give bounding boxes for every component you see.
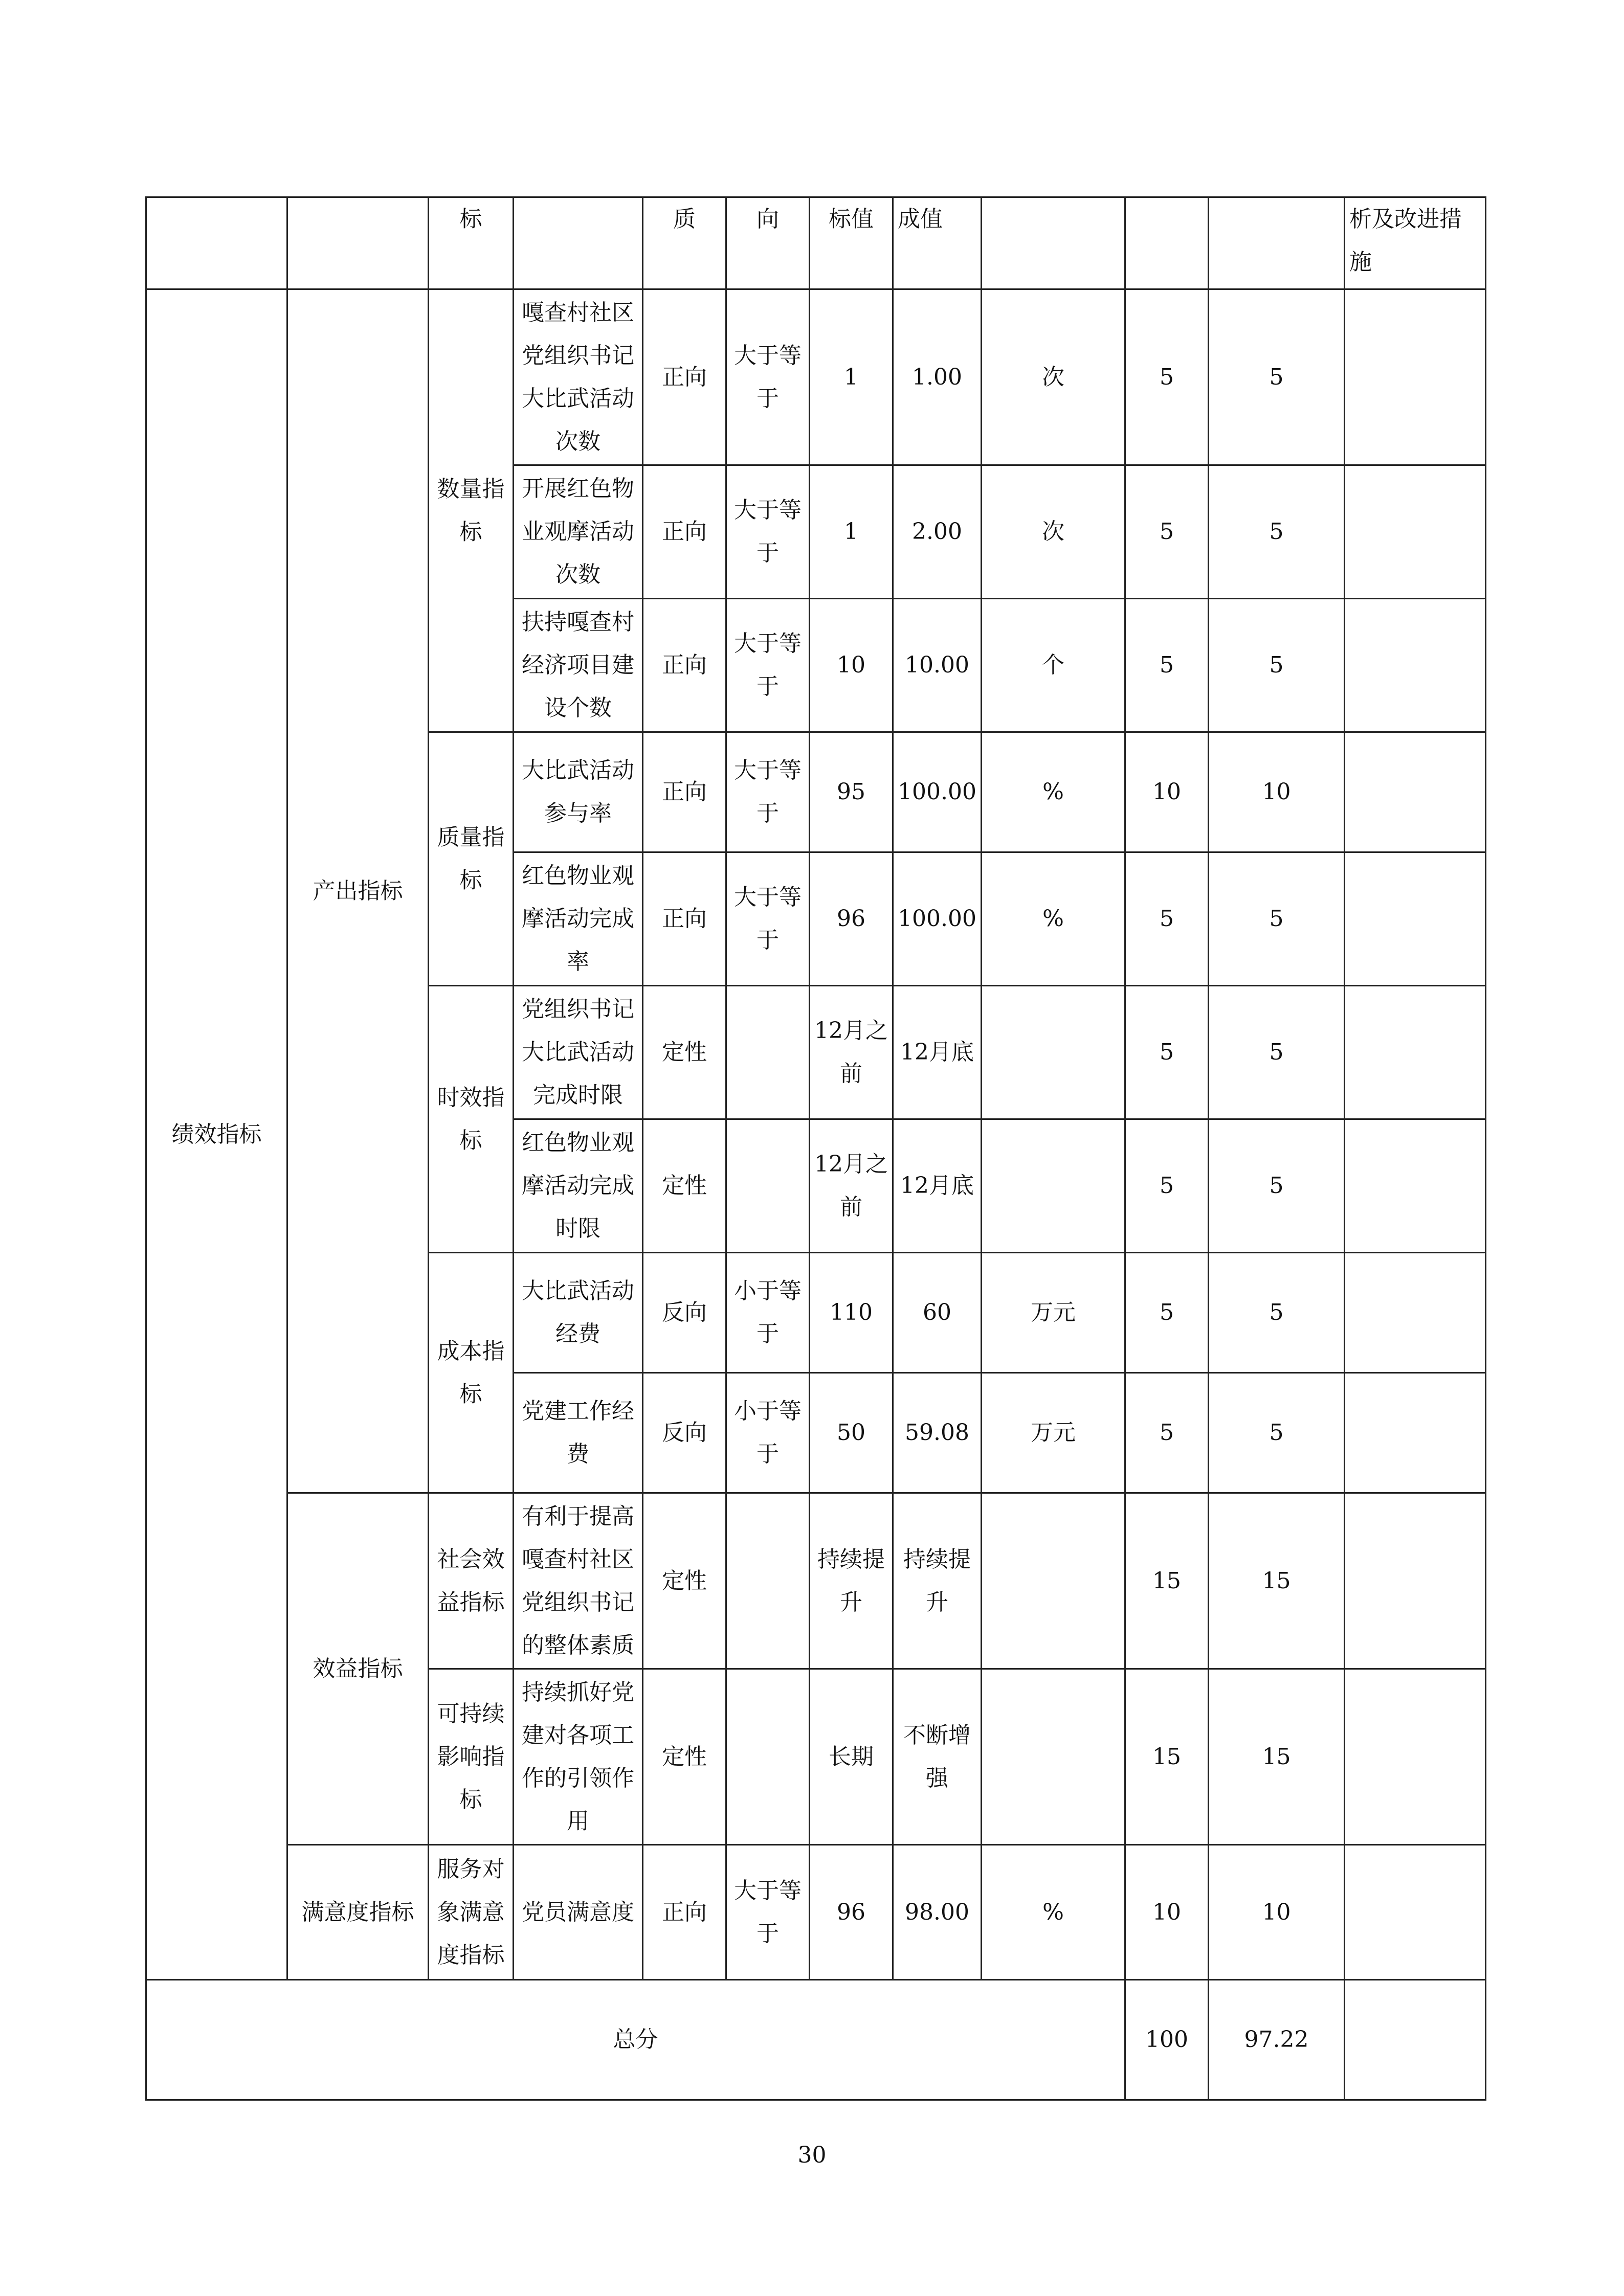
page-number: 30	[797, 2142, 827, 2168]
subgroup-social: 社会效益指标	[429, 1493, 514, 1669]
indicator-note	[1344, 1119, 1485, 1253]
indicator-score: 5	[1208, 852, 1344, 986]
indicator-score: 10	[1208, 732, 1344, 852]
indicator-unit	[981, 1493, 1125, 1669]
indicator-actual: 12月底	[893, 986, 982, 1119]
indicator-name: 红色物业观摩活动完成率	[514, 852, 643, 986]
indicator-direction: 大于等于	[726, 732, 810, 852]
indicator-weight: 5	[1125, 599, 1208, 732]
indicator-weight: 5	[1125, 1253, 1208, 1373]
indicator-score: 5	[1208, 1253, 1344, 1373]
indicator-weight: 5	[1125, 289, 1208, 465]
indicator-name: 有利于提高嘎查村社区党组织书记的整体素质	[514, 1493, 643, 1669]
indicator-target: 1	[810, 465, 893, 599]
group-satisfaction: 满意度指标	[287, 1845, 429, 1980]
indicator-note	[1344, 1669, 1485, 1845]
indicator-nature: 反向	[643, 1373, 726, 1493]
indicator-unit: 万元	[981, 1373, 1125, 1493]
indicator-score: 5	[1208, 465, 1344, 599]
group-benefit: 效益指标	[287, 1493, 429, 1845]
indicator-weight: 5	[1125, 986, 1208, 1119]
indicator-score: 5	[1208, 289, 1344, 465]
indicator-direction	[726, 1119, 810, 1253]
indicator-target: 1	[810, 289, 893, 465]
indicator-actual: 1.00	[893, 289, 982, 465]
indicator-direction: 大于等于	[726, 465, 810, 599]
indicator-nature: 正向	[643, 465, 726, 599]
indicator-weight: 5	[1125, 1373, 1208, 1493]
subgroup-service: 服务对象满意度指标	[429, 1845, 514, 1980]
indicator-nature: 正向	[643, 1845, 726, 1980]
indicator-weight: 5	[1125, 1119, 1208, 1253]
header-cell-11	[1208, 197, 1344, 289]
indicator-actual: 59.08	[893, 1373, 982, 1493]
table-row	[146, 1845, 1486, 1980]
indicator-target: 50	[810, 1373, 893, 1493]
indicator-weight: 10	[1125, 732, 1208, 852]
indicator-note	[1344, 732, 1485, 852]
indicator-actual: 12月底	[893, 1119, 982, 1253]
total-label: 总分	[146, 1980, 1125, 2100]
indicator-weight: 10	[1125, 1845, 1208, 1980]
indicator-score: 15	[1208, 1493, 1344, 1669]
indicator-name: 党组织书记大比武活动完成时限	[514, 986, 643, 1119]
subgroup-timeliness: 时效指标	[429, 986, 514, 1253]
total-weight: 100	[1125, 1980, 1208, 2100]
indicator-weight: 15	[1125, 1493, 1208, 1669]
indicator-target: 95	[810, 732, 893, 852]
indicator-note	[1344, 1845, 1485, 1980]
indicator-name: 大比武活动参与率	[514, 732, 643, 852]
indicator-name: 红色物业观摩活动完成时限	[514, 1119, 643, 1253]
indicator-direction: 大于等于	[726, 1845, 810, 1980]
indicator-unit: 万元	[981, 1253, 1125, 1373]
header-cell-1	[146, 197, 287, 289]
indicator-actual: 60	[893, 1253, 982, 1373]
indicator-name: 大比武活动经费	[514, 1253, 643, 1373]
level1-cell: 绩效指标	[146, 289, 287, 1980]
indicator-actual: 98.00	[893, 1845, 982, 1980]
indicator-name: 持续抓好党建对各项工作的引领作用	[514, 1669, 643, 1845]
indicator-score: 5	[1208, 1119, 1344, 1253]
indicator-direction	[726, 986, 810, 1119]
total-note	[1344, 1980, 1485, 2100]
indicator-weight: 5	[1125, 852, 1208, 986]
indicator-name: 嘎查村社区党组织书记大比武活动次数	[514, 289, 643, 465]
indicator-nature: 定性	[643, 986, 726, 1119]
indicator-name: 党员满意度	[514, 1845, 643, 1980]
table-row	[146, 1493, 1486, 1669]
indicator-actual: 不断增强	[893, 1669, 982, 1845]
indicator-target: 110	[810, 1253, 893, 1373]
indicator-score: 15	[1208, 1669, 1344, 1845]
header-cell-10	[1125, 197, 1208, 289]
indicator-direction: 小于等于	[726, 1373, 810, 1493]
indicator-unit	[981, 1669, 1125, 1845]
indicator-actual: 10.00	[893, 599, 982, 732]
indicator-note	[1344, 986, 1485, 1119]
indicator-nature: 定性	[643, 1493, 726, 1669]
indicator-weight: 5	[1125, 465, 1208, 599]
indicator-actual: 100.00	[893, 852, 982, 986]
indicator-unit: 个	[981, 599, 1125, 732]
indicator-actual: 持续提升	[893, 1493, 982, 1669]
subgroup-quantity: 数量指标	[429, 289, 514, 732]
header-cell-5: 质	[643, 197, 726, 289]
total-row	[146, 1980, 1486, 2100]
indicator-direction	[726, 1493, 810, 1669]
indicator-nature: 反向	[643, 1253, 726, 1373]
indicator-actual: 100.00	[893, 732, 982, 852]
table-row	[146, 289, 1486, 465]
header-cell-8: 成值	[893, 197, 982, 289]
performance-table	[145, 196, 1486, 2101]
indicator-weight: 15	[1125, 1669, 1208, 1845]
header-cell-9	[981, 197, 1125, 289]
indicator-note	[1344, 289, 1485, 465]
indicator-direction	[726, 1669, 810, 1845]
indicator-name: 扶持嘎查村经济项目建设个数	[514, 599, 643, 732]
indicator-score: 5	[1208, 1373, 1344, 1493]
indicator-target: 持续提升	[810, 1493, 893, 1669]
indicator-target: 10	[810, 599, 893, 732]
indicator-target: 96	[810, 852, 893, 986]
indicator-target: 12月之前	[810, 986, 893, 1119]
indicator-unit: %	[981, 732, 1125, 852]
header-cell-4	[514, 197, 643, 289]
indicator-unit: %	[981, 852, 1125, 986]
indicator-nature: 定性	[643, 1669, 726, 1845]
indicator-unit: 次	[981, 465, 1125, 599]
indicator-name: 开展红色物业观摩活动次数	[514, 465, 643, 599]
indicator-direction: 大于等于	[726, 852, 810, 986]
indicator-score: 5	[1208, 986, 1344, 1119]
indicator-direction: 小于等于	[726, 1253, 810, 1373]
indicator-nature: 定性	[643, 1119, 726, 1253]
header-cell-6: 向	[726, 197, 810, 289]
indicator-score: 10	[1208, 1845, 1344, 1980]
header-row	[146, 197, 1486, 289]
indicator-nature: 正向	[643, 289, 726, 465]
indicator-target: 长期	[810, 1669, 893, 1845]
indicator-nature: 正向	[643, 732, 726, 852]
indicator-actual: 2.00	[893, 465, 982, 599]
total-score: 97.22	[1208, 1980, 1344, 2100]
group-output: 产出指标	[287, 289, 429, 1493]
indicator-direction: 大于等于	[726, 289, 810, 465]
indicator-target: 12月之前	[810, 1119, 893, 1253]
indicator-unit: 次	[981, 289, 1125, 465]
indicator-direction: 大于等于	[726, 599, 810, 732]
indicator-unit	[981, 1119, 1125, 1253]
indicator-unit	[981, 986, 1125, 1119]
indicator-note	[1344, 465, 1485, 599]
header-cell-3: 标	[429, 197, 514, 289]
subgroup-cost: 成本指标	[429, 1253, 514, 1493]
header-cell-7: 标值	[810, 197, 893, 289]
indicator-nature: 正向	[643, 599, 726, 732]
indicator-nature: 正向	[643, 852, 726, 986]
indicator-unit: %	[981, 1845, 1125, 1980]
indicator-note	[1344, 1373, 1485, 1493]
indicator-score: 5	[1208, 599, 1344, 732]
header-cell-2	[287, 197, 429, 289]
indicator-note	[1344, 1493, 1485, 1669]
subgroup-sustainable: 可持续影响指标	[429, 1669, 514, 1845]
subgroup-quality: 质量指标	[429, 732, 514, 986]
indicator-target: 96	[810, 1845, 893, 1980]
indicator-note	[1344, 599, 1485, 732]
indicator-name: 党建工作经费	[514, 1373, 643, 1493]
indicator-note	[1344, 1253, 1485, 1373]
indicator-note	[1344, 852, 1485, 986]
header-cell-12: 析及改进措施	[1344, 197, 1485, 289]
